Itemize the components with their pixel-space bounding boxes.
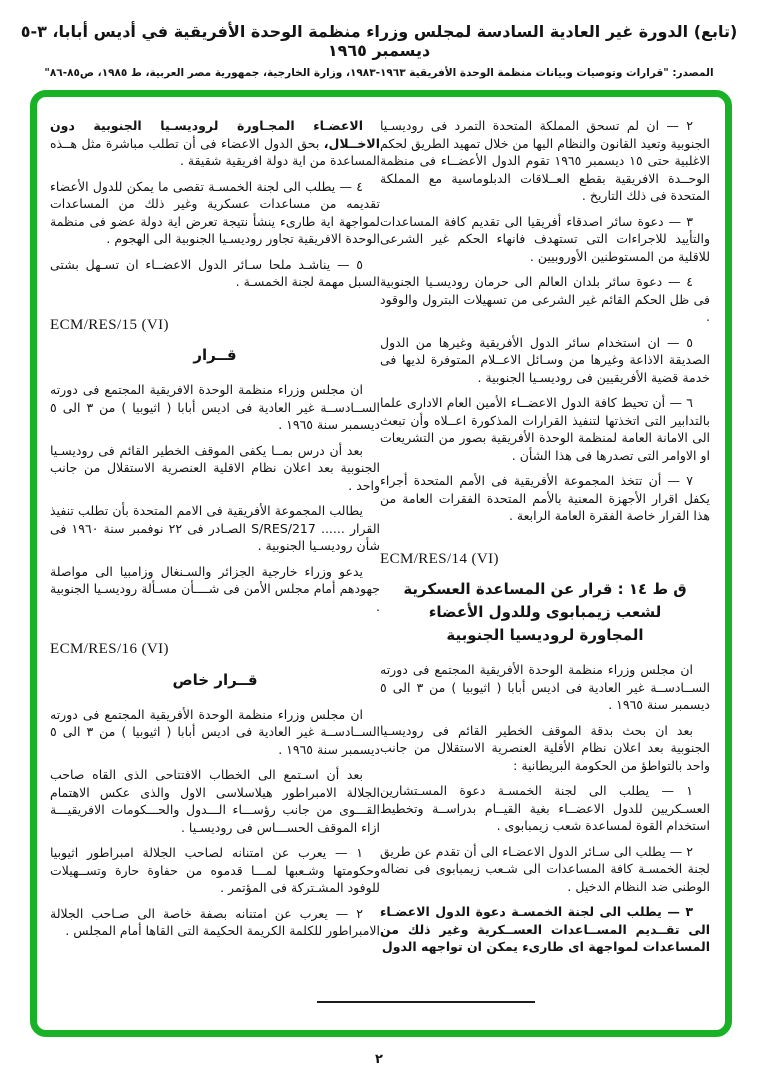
paragraph: ٢ — يطلب الى سـائر الدول الاعضـاء الى أن تقدم عن طريق لجنة الخمسـة كافة المساعدات الى شـعب زيمبابوى فى نضاله الوطنى ضد النظام الدخيل .: [380, 843, 710, 894]
document-header: [0, 22, 758, 79]
column-left: [50, 117, 380, 948]
resolution-title-line: ق ط ١٤ : قرار عن المساعدة العسكرية: [403, 580, 687, 598]
header-title: (تابع) الدورة غير العادية السادسة لمجلس وزراء منظمة الوحدة الأفريقية في أديس أبابا، ٣-٥ ديسمبر ١٩٦٥: [20, 22, 738, 60]
paragraph: ان مجلس وزراء منظمة الوحدة الافريقية المجتمع فى دورته الســادســة غير العادية فى اديس أبابا ( اثيوبيا ) من ٣ الى ٥ ديسمبر سنة ١٩٦٥ .: [50, 382, 380, 432]
paragraph: ٧ — أن تتخذ المجموعة الأفريقية فى الأمم المتحدة أجراء يكفل اقرار الأجهزة المعنية بالأمم المتحدة الفقرات العامة من هذا القرار خاصة الفقرة العامة الرابعة .: [380, 473, 710, 523]
resolution-title: [380, 578, 710, 647]
paragraph: [50, 117, 380, 170]
paragraph: بعد أن درس بمــا يكفى الموقف الخطير القائم فى روديسـيا الجنوبية بعد اعلان نظام الاقلية العنصرية الاستقلال من جانب واحد .: [50, 442, 380, 493]
paragraph: ٤ — يطلب الى لجنة الخمسـة تقصى ما يمكن للدول الأعضاء تقديمه من مساعدات عسكرية وغير ذلك من المساعدات لمواجهة اية طارىء ينشأ نتيجة تعرض اية دولة عضو فى منظمة الوحدة الافريقية تجاور روديسـيا الجنوبية الى الهجوم .: [50, 178, 380, 246]
resolution-title: قــرار: [193, 346, 237, 364]
paragraph: ٦ — أن تحيط كافة الدول الاعضــاء الأمين العام الادارى علما بالتدابير التى اتخذتها لتنفيذ القرارات المذكورة اعــلاه وأن تبعث الى الامانة العامة لمنظمة الوحدة الأفريقية بصور من التشريعات او الاوامر التى تصدرها فى هذا الشأن .: [380, 395, 710, 463]
paragraph: ٤ — دعوة سائر بلدان العالم الى حرمان روديسـيا الجنوبية فى ظل الحكم القائم غير الشرعى من تسهيلات البترول والوقود .: [380, 274, 710, 324]
paragraph: ٢ — ان لم تسحق المملكة المتحدة التمرد فى روديسـيا الجنوبية وتعيد القانون والنظام اليها من خلال تمهيد الطريق لحكم الاغلبية حتى ١٥ ديسمبر ١٩٦٥ تقوم الدول الأعضــاء فى منظمة الوحــدة الافريقية بقطع العــلاقات الدبلوماسية مع المملكة المتحدة فى ذلك التاريخ .: [380, 118, 710, 203]
paragraph: ١ — يطلب الى لجنة الخمسـة دعوة المسـتشارين العسـكريين للدول الاعضــاء بغية القيــام بدراســة وتخطيط استخدام القوة لمساعدة شعب زيمبابوى .: [380, 783, 710, 833]
footnote-rule: [317, 1001, 535, 1003]
paragraph: ١ — يعرب عن امتنانه لصاحب الجلالة امبراطور اثيوبيا وحكومتها وشـعبها لمـــا قدموه من حفاوة حارة وتســهيلات للوفود المشـتركة فى المؤتمر .: [50, 845, 380, 895]
paragraph: يدعو وزراء خارجية الجزائر والسـنغال وزامبيا الى مواصلة جهودهم أمام مجلس الأمن فى شــــأن مسـألة روديسـيا الجنوبية .: [50, 563, 380, 614]
paragraph: بعد ان بحث بدقة الموقف الخطير القائم فى روديسـيا الجنوبية بعد اعلان نظام الأقلية العنصرية الاستقلال من جانب واحد بالتواطؤ من الحكومة البريطانية :: [380, 722, 710, 773]
paragraph: يطالب المجموعة الأفريقية فى الامم المتحدة بأن تطلب تنفيذ القرار ...... S/RES/217 الصـادر فى ٢٢ نوفمبر سنة ١٩٦٠ فى شأن روديسـيا الجنوبية .: [50, 503, 380, 553]
paragraph-bold: ٣ — يطلب الى لجنة الخمسـة دعوة الدول الاعضـاء الى تقــديم المســاعدات العســكرية وغير ذلك من المساعدات لمواجهة اى طارىء يمكن ان تواجهه الدول: [380, 904, 710, 954]
resolution-code: ECM/RES/14 (VI): [380, 550, 499, 567]
paragraph: بعد أن اسـتمع الى الخطاب الافتتاحى الذى القاه صاحب الجلالة الامبراطور هيلاسلاسى الاول والذى عكس الاهتمام القـــوى من جانب رؤســـاء الـــدول والحـــكومات الافريقيـــة ازاء الموقف الحســـاس فى روديسـيا .: [50, 767, 380, 835]
paragraph-bold-lead: الاعضـاء المجـاورة لروديسـيا الجنوبية دون الاخــلال،: [50, 118, 380, 151]
paragraph: ٥ — ان استخدام سائر الدول الأفريقية وغيرها من الدول الصديقة الاذاعة وغيرها من وسـائل الاعــلام المتوفرة لديها فى خدمة قضية الأفريقيين فى روديسـيا الجنوبية .: [380, 334, 710, 385]
paragraph: ان مجلس وزراء منظمة الوحدة الأفريقية المجتمع فى دورته الســادســة غير العادية فى اديس أبابا ( اثيوبيا ) من ٣ الى ٥ ديسمبر سنة ١٩٦٥ .: [50, 706, 380, 757]
resolution-title-line: المجاورة لروديسيا الجنوبية: [446, 626, 644, 644]
resolution-code: ECM/RES/15 (VI): [50, 316, 169, 333]
paragraph: ٣ — دعوة سائر اصدقاء أفريقيا الى تقديم كافة المساعدات والتأييد للاجراءات التى تستهدف فانهاء الحكم غير الشرعى للاقلية من المستوطنين الأوروبيين .: [380, 213, 710, 264]
paragraph: ان مجلس وزراء منظمة الوحدة الأفريقية المجتمع فى دورته الســادســة غير العادية فى اديس أبابا ( اثيوبيا ) من ٣ الى ٥ ديسمبر سنة ١٩٦٥ .: [380, 662, 710, 712]
page-number: ٢: [375, 1052, 383, 1067]
green-border-frame: [30, 90, 732, 1037]
header-source-line: المصدر: "قرارات وتوصيات وبيانات منظمة الوحدة الأفريقية ١٩٦٣-١٩٨٣، وزارة الخارجية، جمهورية مصر العربية، ط ١٩٨٥، ص٨٥-٨٦": [44, 67, 714, 79]
resolution-title-line: لشعب زيمبابوى وللدول الأعضاء: [428, 603, 662, 621]
paragraph: ٢ — يعرب عن امتنانه بصفة خاصة الى صـاحب الجلالة الامبراطور للكلمة الكريمة الحكيمة التى القاها أمام المجلس .: [50, 905, 380, 938]
column-right: [380, 117, 710, 964]
resolution-title: قــرار خاص: [172, 670, 258, 689]
resolution-code: ECM/RES/16 (VI): [50, 641, 169, 657]
paragraph-continuation: بحق الدول الاعضاء فى أن تطلب مباشرة مثل هــذه المساعدة من اية دولة افريقية شقيقة .: [50, 135, 380, 168]
paragraph: ٥ — يناشـد ملحا سـائر الدول الاعضــاء ان تسـهل بشتى السبل مهمة لجنة الخمسـة .: [50, 256, 380, 289]
